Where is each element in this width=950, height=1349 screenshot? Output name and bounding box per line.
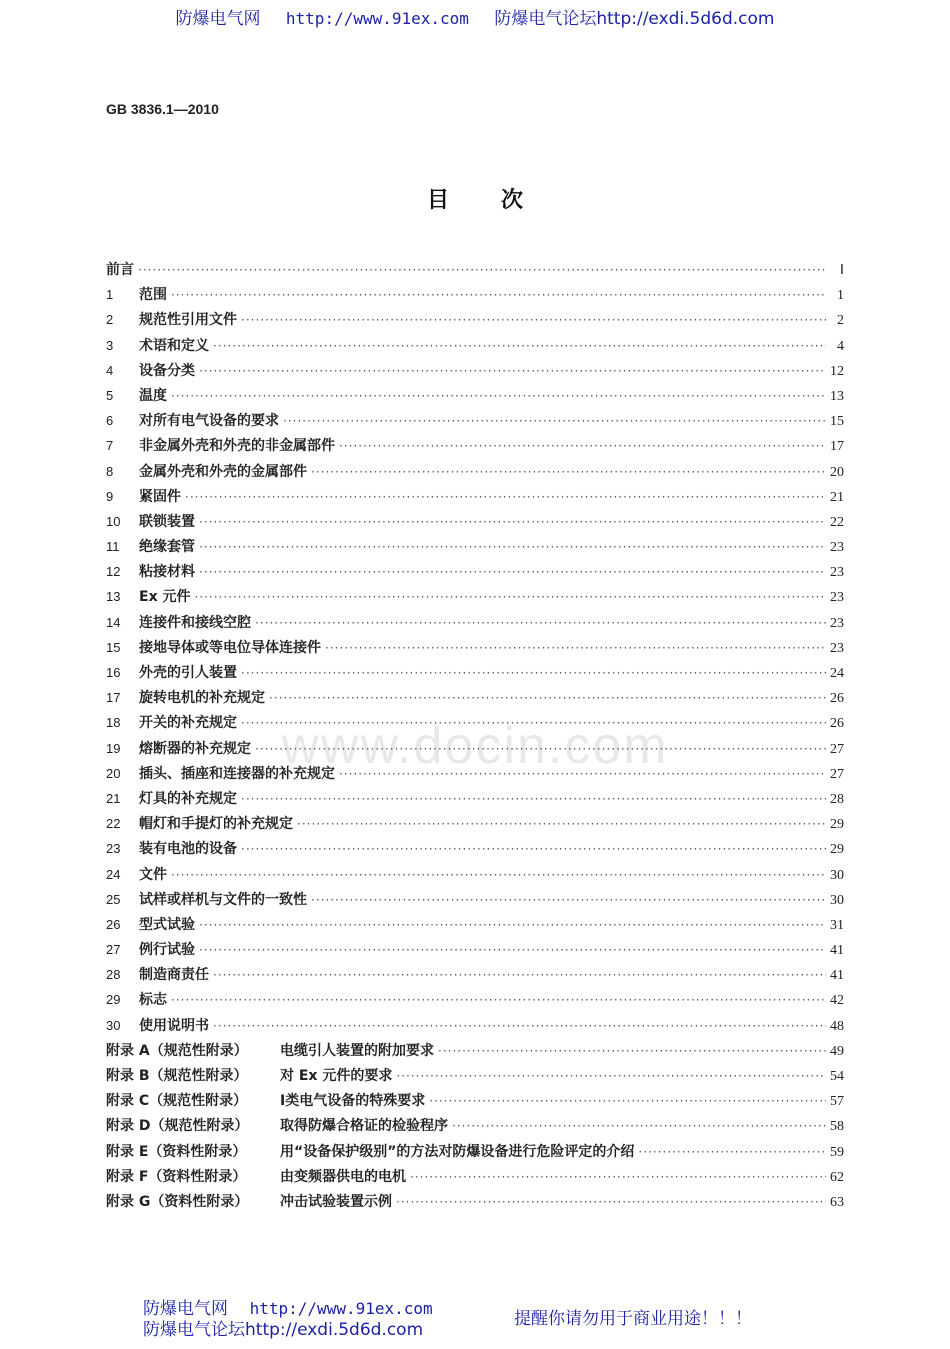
toc-leader-dots <box>638 1145 826 1159</box>
annex-page: 54 <box>830 1069 844 1084</box>
toc-leader-dots <box>452 1119 826 1133</box>
toc-entry-title: 灯具的补充规定 <box>139 790 237 807</box>
toc-entry-page: 4 <box>837 338 844 354</box>
toc-leader-dots <box>199 943 826 957</box>
toc-leader-dots <box>138 263 826 277</box>
toc-entry-title: 紧固件 <box>139 488 181 505</box>
toc-entry[interactable] <box>106 989 844 1014</box>
annex-title: 用“设备保护级别”的方法对防爆设备进行危险评定的介绍 <box>280 1143 635 1160</box>
toc-entry[interactable] <box>106 838 844 863</box>
toc-entry[interactable] <box>106 284 844 309</box>
toc-leader-dots <box>241 666 826 680</box>
toc-entry-page: 27 <box>830 741 844 757</box>
toc-entry[interactable] <box>106 738 844 763</box>
toc-entry-number: 13 <box>106 589 121 605</box>
toc-entry[interactable] <box>106 259 844 284</box>
toc-entry-number: 1 <box>106 287 114 303</box>
toc-entry-title: 标志 <box>139 992 167 1009</box>
table-of-contents <box>106 259 844 1216</box>
toc-leader-dots <box>199 540 826 554</box>
toc-annex-entry[interactable] <box>106 1115 844 1140</box>
toc-entry-number: 3 <box>106 337 114 353</box>
toc-entry[interactable] <box>106 637 844 662</box>
toc-entry-number: 27 <box>106 942 121 958</box>
annex-page: 63 <box>830 1194 844 1210</box>
annex-tag: 附录 B（规范性附录） <box>106 1068 248 1084</box>
toc-leader-dots <box>199 364 826 378</box>
toc-entry-number: 20 <box>106 765 121 781</box>
annex-title: 对 Ex 元件的要求 <box>280 1068 393 1084</box>
toc-leader-dots <box>171 993 826 1007</box>
toc-entry-page: 20 <box>830 464 844 480</box>
toc-leader-dots <box>213 1019 826 1033</box>
footer-site-name[interactable]: 防爆电气网 <box>143 1299 228 1319</box>
toc-entry-title: 对所有电气设备的要求 <box>139 413 279 430</box>
toc-entry-page: 17 <box>830 439 844 455</box>
toc-entry-page: 29 <box>830 817 844 833</box>
toc-entry[interactable] <box>106 435 844 460</box>
toc-entry[interactable] <box>106 763 844 788</box>
toc-entry[interactable] <box>106 712 844 737</box>
toc-entry-title: 插头、插座和连接器的补充规定 <box>139 765 335 782</box>
site-header <box>0 4 950 29</box>
toc-entry-title: 连接件和接线空腔 <box>139 614 251 631</box>
toc-entry-number: 21 <box>106 790 121 806</box>
toc-leader-dots <box>438 1044 826 1058</box>
toc-entry-page: 26 <box>830 716 844 732</box>
toc-entry-title: 金属外壳和外壳的金属部件 <box>139 463 307 480</box>
toc-title: 目次 <box>426 188 575 213</box>
annex-page: 58 <box>830 1119 844 1135</box>
toc-entry-number: 11 <box>106 539 120 555</box>
toc-entry-number: 12 <box>106 564 121 580</box>
toc-entry-page: 15 <box>830 414 844 430</box>
toc-entry-title: 非金属外壳和外壳的非金属部件 <box>139 438 335 455</box>
toc-entry-number: 5 <box>106 387 114 403</box>
annex-title: Ⅰ类电气设备的特殊要求 <box>280 1093 426 1110</box>
toc-entry-page: 41 <box>830 968 844 984</box>
toc-entry-number: 16 <box>106 665 121 680</box>
toc-entry-number: 22 <box>106 816 121 832</box>
site-url-link[interactable]: http://www.91ex.com <box>285 9 469 28</box>
toc-entry-number: 28 <box>106 967 121 983</box>
toc-entry-number: 10 <box>106 513 121 529</box>
toc-entry-title: 范围 <box>139 287 167 304</box>
toc-entry[interactable] <box>106 536 844 561</box>
toc-leader-dots <box>325 641 826 655</box>
toc-leader-dots <box>339 439 826 453</box>
toc-entry[interactable] <box>106 410 844 435</box>
toc-entry-page: 41 <box>830 943 844 959</box>
toc-leader-dots <box>396 1069 826 1083</box>
annex-page: 57 <box>830 1094 844 1110</box>
toc-entry-page: 30 <box>830 892 844 908</box>
toc-entry-page: 23 <box>830 540 844 556</box>
toc-annex-entry[interactable] <box>106 1065 844 1090</box>
toc-leader-dots <box>199 515 826 529</box>
toc-entry[interactable] <box>106 511 844 536</box>
toc-leader-dots <box>255 616 826 630</box>
toc-entry-page: 48 <box>830 1018 844 1034</box>
toc-entry[interactable] <box>106 889 844 914</box>
annex-page: 62 <box>830 1169 844 1185</box>
toc-annex-entry[interactable] <box>106 1166 844 1191</box>
toc-entry-number: 4 <box>106 362 114 378</box>
toc-entry-title: 型式试验 <box>139 916 195 933</box>
toc-entry-title: 外壳的引人装置 <box>139 665 237 681</box>
annex-page: 59 <box>830 1144 844 1160</box>
annex-tag: 附录 F（资料性附录） <box>106 1168 247 1185</box>
toc-entry[interactable] <box>106 335 844 360</box>
toc-leader-dots <box>429 1094 826 1108</box>
toc-leader-dots <box>171 389 826 403</box>
toc-entry[interactable] <box>106 964 844 989</box>
toc-leader-dots <box>297 817 826 831</box>
toc-entry-page: 13 <box>830 388 844 404</box>
toc-entry-page: 30 <box>830 867 844 883</box>
toc-entry-title: 旋转电机的补充规定 <box>139 690 265 707</box>
toc-entry-number: 18 <box>106 715 121 731</box>
toc-entry-page: 23 <box>830 590 844 606</box>
site-name-link[interactable]: 防爆电气网 <box>175 9 261 29</box>
annex-title: 由变频器供电的电机 <box>280 1168 406 1185</box>
toc-entry-title: 装有电池的设备 <box>139 841 237 858</box>
watermark: www.docin.com <box>281 717 669 775</box>
annex-title: 取得防爆合格证的检验程序 <box>280 1118 448 1135</box>
toc-entry[interactable] <box>106 662 844 687</box>
toc-leader-dots <box>311 893 826 907</box>
toc-entry-number: 8 <box>106 463 114 479</box>
toc-leader-dots <box>213 968 826 982</box>
toc-entry-title: 温度 <box>139 387 167 404</box>
toc-entry-page: Ⅰ <box>839 263 844 278</box>
toc-entry-number: 9 <box>106 488 114 504</box>
toc-entry-page: 42 <box>830 993 844 1009</box>
toc-leader-dots <box>241 842 826 856</box>
toc-leader-dots <box>241 792 826 806</box>
toc-annex-entry[interactable] <box>106 1090 844 1115</box>
toc-entry-title: 使用说明书 <box>139 1017 209 1034</box>
toc-leader-dots <box>241 716 826 730</box>
toc-leader-dots <box>269 691 826 705</box>
toc-entry-page: 29 <box>830 842 844 858</box>
toc-entry[interactable] <box>106 385 844 410</box>
toc-leader-dots <box>283 414 826 428</box>
toc-entry[interactable] <box>106 914 844 939</box>
toc-entry-page: 2 <box>837 313 844 329</box>
toc-entry[interactable] <box>106 561 844 586</box>
toc-entry-page: 28 <box>830 791 844 807</box>
toc-entry[interactable] <box>106 486 844 511</box>
toc-entry-title: 前言 <box>106 262 134 278</box>
toc-leader-dots <box>185 490 826 504</box>
toc-entry-number: 30 <box>106 1017 121 1033</box>
toc-entry-page: 31 <box>830 917 844 933</box>
annex-tag: 附录 G（资料性附录） <box>106 1193 249 1210</box>
toc-entry-number: 6 <box>106 413 114 429</box>
toc-entry-number: 29 <box>106 992 121 1008</box>
footer-warning: 提醒你请勿用于商业用途！！！ <box>514 1309 752 1329</box>
site-footer <box>143 1294 843 1340</box>
toc-entry[interactable] <box>106 1015 844 1040</box>
toc-entry-page: 1 <box>837 288 844 304</box>
annex-title: 冲击试验装置示例 <box>280 1193 392 1210</box>
toc-entry-title: 接地导体或等电位导体连接件 <box>139 639 321 656</box>
toc-annex-entry[interactable] <box>106 1191 844 1216</box>
toc-leader-dots <box>410 1170 826 1184</box>
toc-entry-title: 术语和定义 <box>139 337 209 354</box>
toc-entry[interactable] <box>106 360 844 385</box>
toc-leader-dots <box>396 1195 826 1209</box>
toc-entry-number: 15 <box>106 639 121 655</box>
toc-entry-number: 14 <box>106 614 121 630</box>
toc-entry-page: 26 <box>830 691 844 707</box>
toc-entry-page: 21 <box>830 489 844 505</box>
annex-title: 电缆引人装置的附加要求 <box>280 1042 434 1059</box>
toc-entry[interactable] <box>106 461 844 486</box>
toc-entry[interactable] <box>106 309 844 334</box>
toc-entry-title: Ex 元件 <box>139 589 191 606</box>
toc-entry-page: 12 <box>830 363 844 379</box>
annex-tag: 附录 D（规范性附录） <box>106 1118 249 1135</box>
toc-entry[interactable] <box>106 687 844 712</box>
toc-entry-title: 例行试验 <box>139 942 195 959</box>
footer-forum-link[interactable]: 防爆电气论坛http://exdi.5d6d.com <box>143 1320 424 1340</box>
toc-entry-page: 23 <box>830 565 844 581</box>
toc-leader-dots <box>241 313 826 327</box>
toc-entry-title: 规范性引用文件 <box>139 312 237 329</box>
toc-entry-page: 24 <box>830 666 844 681</box>
toc-entry-number: 23 <box>106 841 121 857</box>
toc-entry[interactable] <box>106 939 844 964</box>
toc-entry-number: 19 <box>106 740 121 756</box>
toc-entry-title: 联锁装置 <box>139 513 195 530</box>
toc-entry-title: 制造商责任 <box>139 967 209 984</box>
toc-entry-number: 2 <box>106 312 114 328</box>
toc-leader-dots <box>199 918 826 932</box>
toc-entry-title: 帽灯和手提灯的补充规定 <box>139 816 293 833</box>
toc-entry[interactable] <box>106 864 844 889</box>
toc-entry[interactable] <box>106 612 844 637</box>
toc-entry[interactable] <box>106 788 844 813</box>
toc-entry-number: 7 <box>106 438 114 454</box>
forum-link[interactable]: 防爆电气论坛http://exdi.5d6d.com <box>494 9 775 29</box>
toc-entry[interactable] <box>106 586 844 611</box>
annex-tag: 附录 A（规范性附录） <box>106 1042 248 1059</box>
toc-leader-dots <box>171 288 826 302</box>
annex-tag: 附录 E（资料性附录） <box>106 1143 247 1160</box>
toc-entry-number: 25 <box>106 891 121 907</box>
toc-leader-dots <box>194 590 826 604</box>
toc-entry-page: 27 <box>830 766 844 782</box>
footer-site-url[interactable]: http://www.91ex.com <box>249 1299 433 1318</box>
document-code: GB 3836.1—2010 <box>106 101 219 117</box>
toc-entry-title: 试样或样机与文件的一致性 <box>139 891 307 908</box>
toc-entry-page: 22 <box>830 514 844 530</box>
toc-entry-title: 绝缘套管 <box>139 539 195 556</box>
toc-entry-title: 熔断器的补充规定 <box>139 740 251 757</box>
toc-leader-dots <box>311 465 826 479</box>
toc-entry-title: 文件 <box>139 866 167 883</box>
toc-entry-number: 17 <box>106 690 121 706</box>
toc-leader-dots <box>171 868 826 882</box>
toc-entry-page: 23 <box>830 640 844 656</box>
toc-leader-dots <box>339 767 826 781</box>
toc-entry-number: 26 <box>106 916 121 932</box>
toc-annex-entry[interactable] <box>106 1040 844 1065</box>
toc-entry-number: 24 <box>106 866 121 882</box>
toc-leader-dots <box>255 742 826 756</box>
toc-entry-title: 设备分类 <box>139 362 195 379</box>
toc-entry-page: 23 <box>830 615 844 631</box>
toc-leader-dots <box>213 339 826 353</box>
toc-entry-title: 粘接材料 <box>139 564 195 581</box>
toc-entry[interactable] <box>106 813 844 838</box>
toc-entry-title: 开关的补充规定 <box>139 715 237 732</box>
annex-tag: 附录 C（规范性附录） <box>106 1093 248 1110</box>
toc-annex-entry[interactable] <box>106 1141 844 1166</box>
toc-leader-dots <box>199 565 826 579</box>
annex-page: 49 <box>830 1043 844 1059</box>
